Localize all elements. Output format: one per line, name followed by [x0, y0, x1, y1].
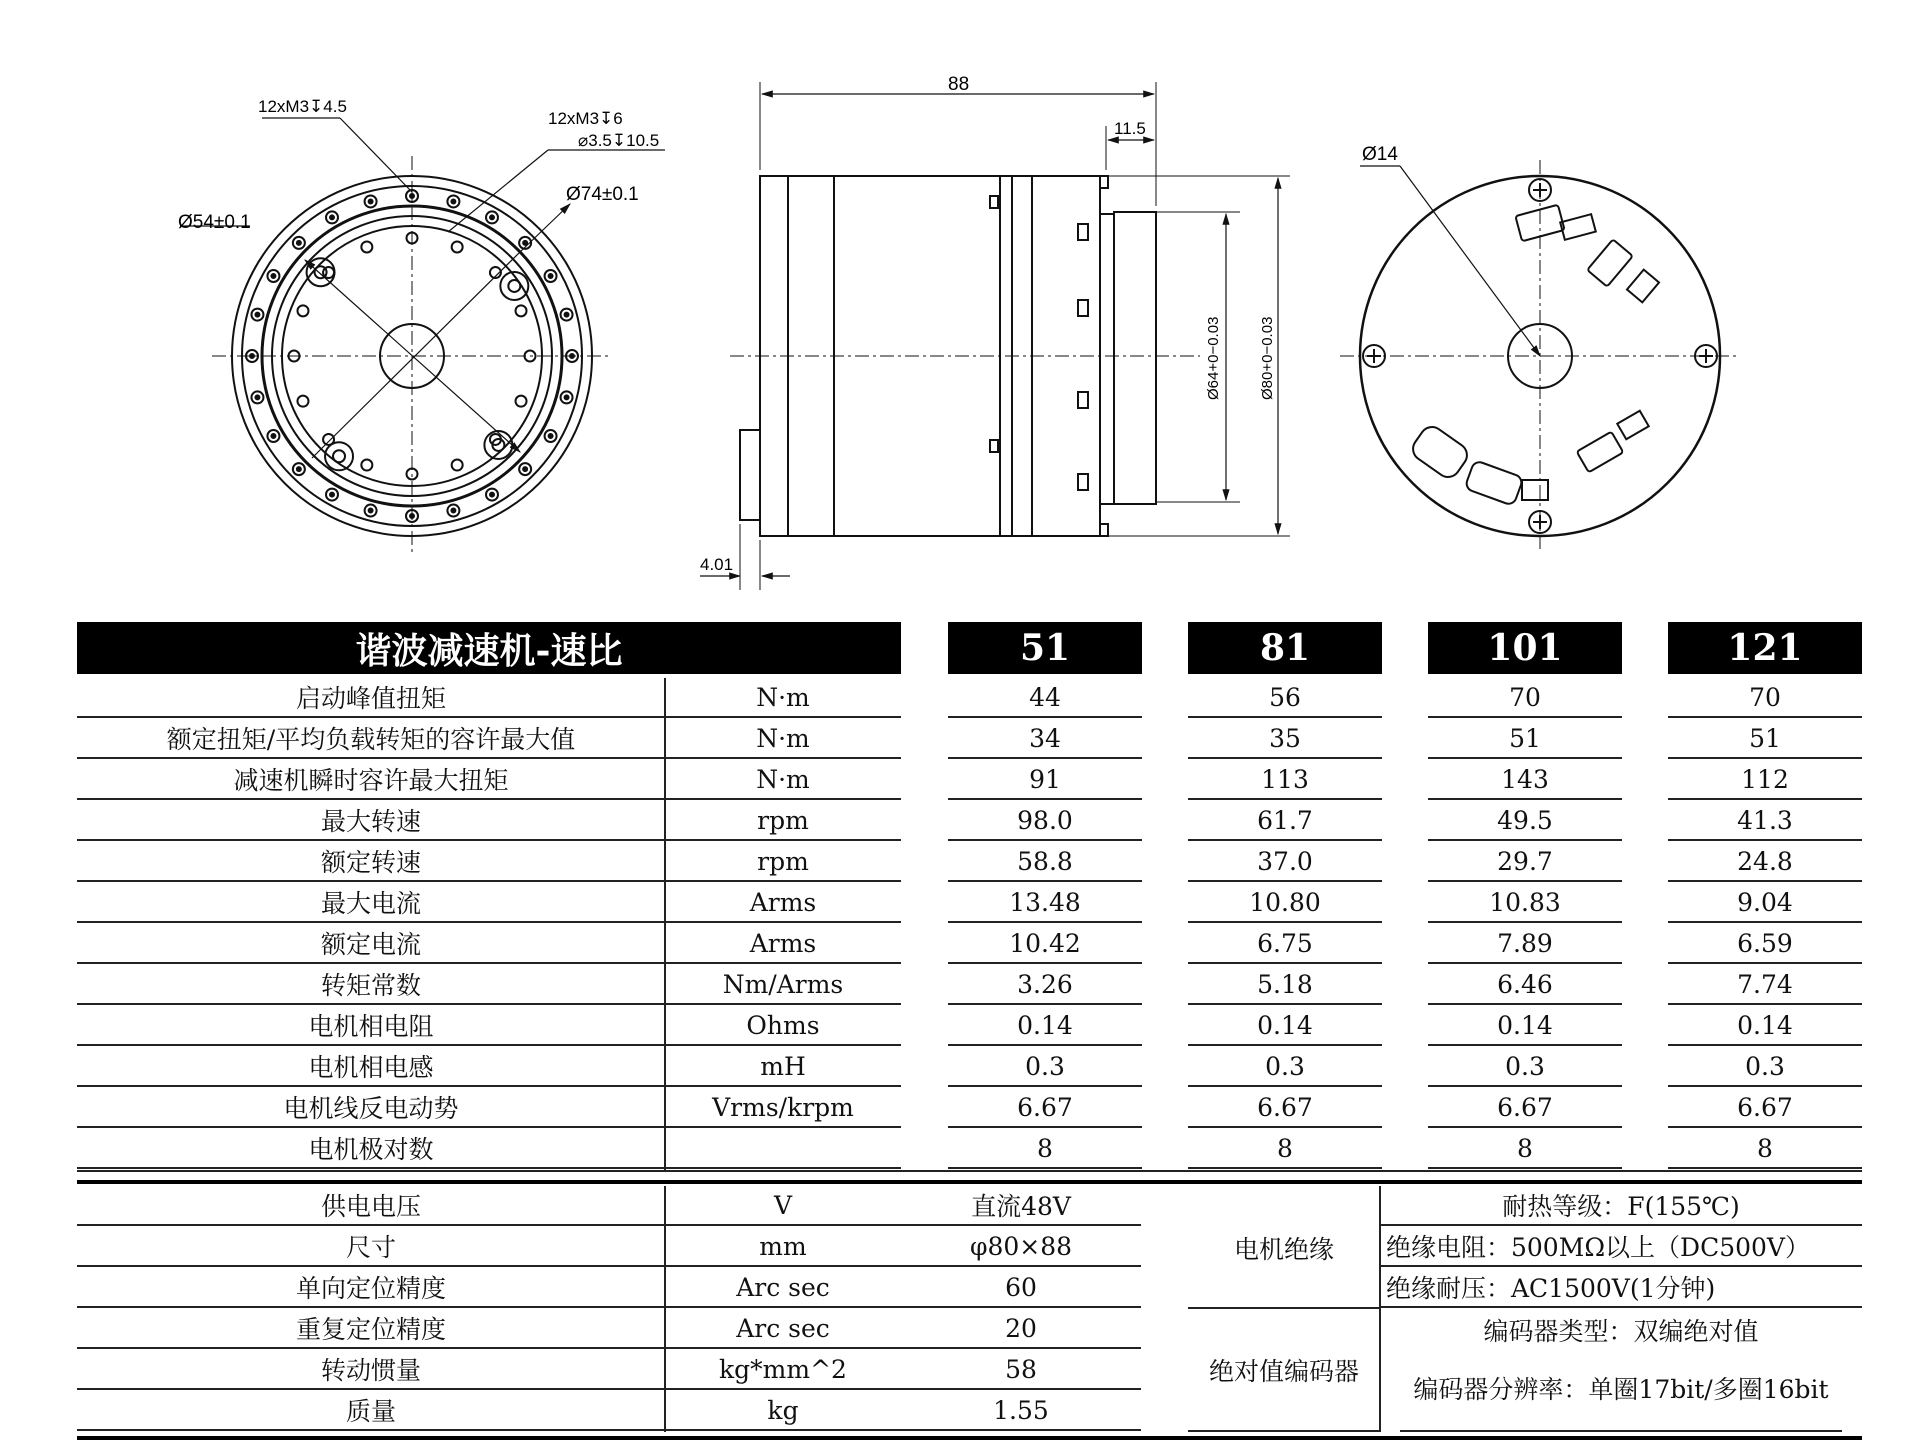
spec-row-unit: rpm	[665, 801, 901, 841]
front-holes-inner-label: 12xM3↧6	[548, 109, 623, 128]
insulation-item: 绝缘电阻：500MΩ以上（DC500V）	[1380, 1227, 1862, 1267]
insulation-label: 电机绝缘	[1233, 1234, 1334, 1264]
insulation-item: 绝缘耐压：AC1500V(1分钟)	[1380, 1268, 1862, 1308]
spec-row-value: 35	[1188, 719, 1382, 759]
spec-row-name: 额定电流	[77, 924, 665, 964]
spec-row-value: 6.67	[1668, 1088, 1862, 1128]
spec-row-value: 8	[1428, 1129, 1622, 1169]
front-holes-inner-sub-label: ⌀3.5↧10.5	[578, 131, 660, 150]
general-row-value: 1.55	[901, 1391, 1141, 1431]
spec-row-value: 113	[1188, 760, 1382, 800]
spec-row-name: 电机线反电动势	[77, 1088, 665, 1128]
spec-row-value: 3.26	[948, 965, 1142, 1005]
general-row-name: 单向定位精度	[77, 1268, 665, 1308]
spec-row-value: 8	[948, 1129, 1142, 1169]
spec-row-unit: N·m	[665, 678, 901, 718]
spec-row-value: 0.3	[948, 1047, 1142, 1087]
spec-row-unit: N·m	[665, 719, 901, 759]
spec-row-value: 41.3	[1668, 801, 1862, 841]
section-separator	[77, 1180, 1862, 1184]
spec-row-value: 13.48	[948, 883, 1142, 923]
side-flange-label: 11.5	[1114, 119, 1146, 138]
general-row-name: 质量	[77, 1391, 665, 1431]
general-row-name: 重复定位精度	[77, 1309, 665, 1349]
general-row-unit: Arc sec	[665, 1309, 901, 1349]
side-offset-label: 4.01	[700, 555, 734, 574]
spec-row-value: 6.67	[1428, 1088, 1622, 1128]
spec-row-value: 44	[948, 678, 1142, 718]
general-divider	[664, 1186, 666, 1432]
spec-row-unit: Arms	[665, 924, 901, 964]
spec-row-value: 10.80	[1188, 883, 1382, 923]
spec-row-value: 6.67	[1188, 1088, 1382, 1128]
spec-row-value: 5.18	[1188, 965, 1382, 1005]
spec-row-value: 34	[948, 719, 1142, 759]
spec-row-value: 10.83	[1428, 883, 1622, 923]
spec-row-name: 电机相电阻	[77, 1006, 665, 1046]
general-row-value: φ80×88	[901, 1227, 1141, 1267]
front-dia-74-label: Ø74±0.1	[566, 184, 639, 205]
spec-row-unit: Vrms/krpm	[665, 1088, 901, 1128]
front-dia-54-label: Ø54±0.1	[178, 212, 251, 233]
spec-divider	[664, 678, 666, 1170]
group-divider	[1379, 1186, 1381, 1432]
spec-row-unit: Arms	[665, 883, 901, 923]
spec-row-value: 37.0	[1188, 842, 1382, 882]
spec-row-name: 启动峰值扭矩	[77, 678, 665, 718]
spec-row-value: 51	[1668, 719, 1862, 759]
spec-row-value: 91	[948, 760, 1142, 800]
encoder-resolution: 编码器分辨率：单圈17bit/多圈16bit	[1400, 1350, 1842, 1432]
spec-row-value: 7.89	[1428, 924, 1622, 964]
spec-row-value: 6.75	[1188, 924, 1382, 964]
spec-row-value: 51	[1428, 719, 1622, 759]
spec-header-title: 谐波减速机-速比	[77, 622, 901, 674]
spec-row-unit: N·m	[665, 760, 901, 800]
spec-row-value: 6.59	[1668, 924, 1862, 964]
spec-row-value: 9.04	[1668, 883, 1862, 923]
ratio-header-2: 101	[1428, 622, 1622, 674]
spec-row-value: 7.74	[1668, 965, 1862, 1005]
spec-row-value: 0.14	[1188, 1006, 1382, 1046]
ratio-header-0: 51	[948, 622, 1142, 674]
spec-row-value: 24.8	[1668, 842, 1862, 882]
front-holes-outer-label: 12xM3↧4.5	[258, 97, 347, 116]
table-bottom-rule	[77, 1436, 1862, 1440]
general-row-name: 供电电压	[77, 1186, 665, 1226]
general-row-value: 直流48V	[901, 1186, 1141, 1226]
spec-row-name: 转矩常数	[77, 965, 665, 1005]
general-row-unit: Arc sec	[665, 1268, 901, 1308]
spec-row-name: 电机极对数	[77, 1129, 665, 1169]
general-row-name: 转动惯量	[77, 1350, 665, 1390]
spec-row-name: 额定扭矩/平均负载转矩的容许最大值	[77, 719, 665, 759]
spec-row-value: 112	[1668, 760, 1862, 800]
spec-row-value: 49.5	[1428, 801, 1622, 841]
spec-row-name: 电机相电感	[77, 1047, 665, 1087]
spec-row-value: 0.3	[1188, 1047, 1382, 1087]
general-row-name: 尺寸	[77, 1227, 665, 1267]
spec-row-value: 8	[1668, 1129, 1862, 1169]
spec-row-value: 0.14	[1428, 1006, 1622, 1046]
side-dia-80-label: Ø80+0−0.03	[1259, 316, 1276, 400]
spec-row-value: 8	[1188, 1129, 1382, 1169]
spec-row-value: 56	[1188, 678, 1382, 718]
spec-row-name: 最大转速	[77, 801, 665, 841]
spec-row-value: 0.3	[1668, 1047, 1862, 1087]
general-row-unit: kg*mm^2	[665, 1350, 901, 1390]
spec-row-value: 98.0	[948, 801, 1142, 841]
spec-row-unit: Nm/Arms	[665, 965, 901, 1005]
spec-row-value: 70	[1668, 678, 1862, 718]
encoder-type: 编码器类型：双编绝对值	[1483, 1316, 1759, 1346]
general-row-unit: V	[665, 1186, 901, 1226]
spec-bottom-rule	[77, 1170, 1862, 1172]
ratio-header-3: 121	[1668, 622, 1862, 674]
encoder-label: 绝对值编码器	[1188, 1309, 1380, 1432]
spec-row-unit: rpm	[665, 842, 901, 882]
spec-row-unit: Ohms	[665, 1006, 901, 1046]
spec-row-value: 0.14	[948, 1006, 1142, 1046]
spec-row-value: 10.42	[948, 924, 1142, 964]
side-length-label: 88	[948, 74, 970, 95]
general-row-value: 60	[901, 1268, 1141, 1308]
spec-row-value: 58.8	[948, 842, 1142, 882]
general-row-unit: mm	[665, 1227, 901, 1267]
general-row-unit: kg	[665, 1391, 901, 1431]
spec-row-value: 29.7	[1428, 842, 1622, 882]
general-row-value: 58	[901, 1350, 1141, 1390]
spec-row-value: 0.14	[1668, 1006, 1862, 1046]
spec-row-value: 143	[1428, 760, 1622, 800]
spec-row-value: 0.3	[1428, 1047, 1622, 1087]
spec-row-value: 6.67	[948, 1088, 1142, 1128]
rear-dia-14-label: Ø14	[1362, 144, 1398, 165]
insulation-item: 耐热等级：F(155℃)	[1380, 1186, 1862, 1226]
ratio-header-1: 81	[1188, 622, 1382, 674]
side-dia-64-label: Ø64+0−0.03	[1205, 316, 1222, 400]
spec-row-name: 额定转速	[77, 842, 665, 882]
spec-row-value: 70	[1428, 678, 1622, 718]
spec-row-unit	[665, 1129, 901, 1169]
spec-row-name: 最大电流	[77, 883, 665, 923]
spec-row-value: 6.46	[1428, 965, 1622, 1005]
spec-row-name: 减速机瞬时容许最大扭矩	[77, 760, 665, 800]
general-row-value: 20	[901, 1309, 1141, 1349]
spec-row-value: 61.7	[1188, 801, 1382, 841]
spec-row-unit: mH	[665, 1047, 901, 1087]
